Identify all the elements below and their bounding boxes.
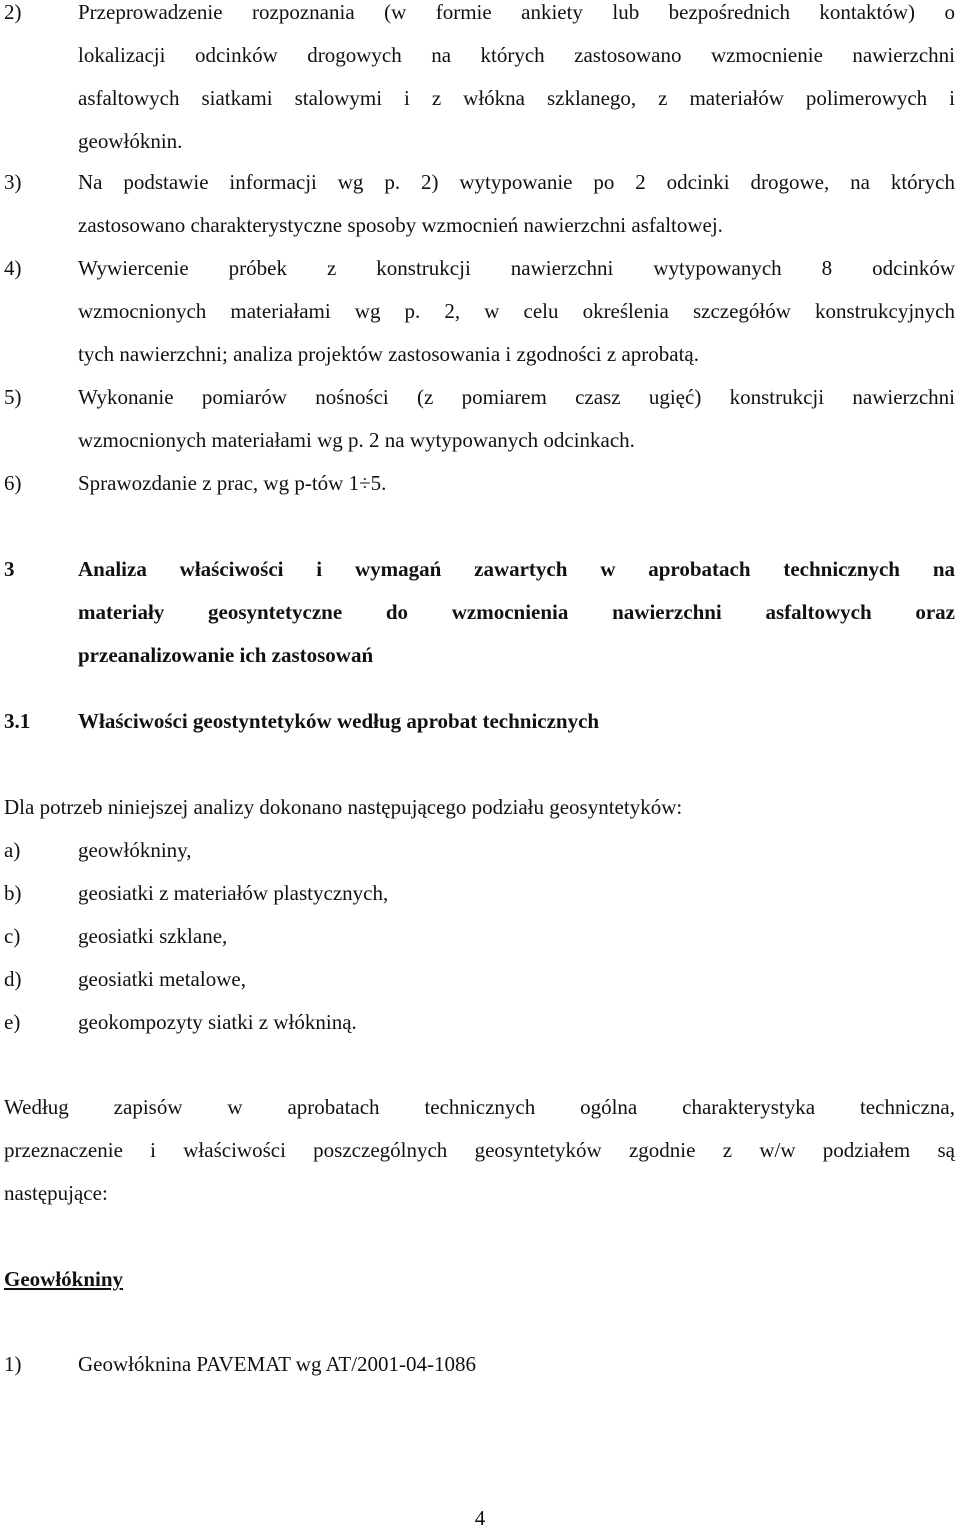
section-heading-line: Analiza właściwości i wymagań zawartych w aprobatach technicznych na xyxy=(78,557,955,581)
list-item-number: 6) xyxy=(4,471,22,495)
list-item-text-line: Wykonanie pomiarów nośności (z pomiarem czasz ugięć) konstrukcji nawierzchni xyxy=(78,385,955,409)
list-item-text-line: zastosowano charakterystyczne sposoby wzmocnień nawierzchni asfaltowej. xyxy=(78,213,723,237)
list-item-number: 3) xyxy=(4,170,22,194)
page-number: 4 xyxy=(474,1506,486,1530)
product-list-text: Geowłóknina PAVEMAT wg AT/2001-04-1086 xyxy=(78,1352,477,1376)
section-heading-line: materiały geosyntetyczne do wzmocnienia nawierzchni asfaltowych oraz xyxy=(78,600,955,624)
list-item-text-line: tych nawierzchni; analiza projektów zastosowania i zgodności z aprobatą. xyxy=(78,342,700,366)
category-letter: a) xyxy=(4,838,21,862)
list-item-text-line: Wywiercenie próbek z konstrukcji nawierzchni wytypowanych 8 odcinków xyxy=(78,256,955,280)
category-letter: e) xyxy=(4,1010,21,1034)
body-paragraph-line: przeznaczenie i właściwości poszczególnych geosyntetyków zgodnie z w/w podziałem są xyxy=(4,1138,955,1162)
subsection-title: Właściwości geostyntetyków według aprobat technicznych xyxy=(78,709,600,733)
category-letter: d) xyxy=(4,967,22,991)
list-item-text-line: wzmocnionych materiałami wg p. 2 na wytypowanych odcinkach. xyxy=(78,428,635,452)
subsection-number: 3.1 xyxy=(4,709,31,733)
list-item-text-line: lokalizacji odcinków drogowych na których zastosowano wzmocnienie nawierzchni xyxy=(78,43,955,67)
body-paragraph-line: następujące: xyxy=(4,1181,108,1205)
list-item-text-line: wzmocnionych materiałami wg p. 2, w celu określenia szczegółów konstrukcyjnych xyxy=(78,299,955,323)
list-item-number: 5) xyxy=(4,385,22,409)
category-letter: c) xyxy=(4,924,21,948)
body-paragraph xyxy=(4,1086,955,1215)
category-text: geokompozyty siatki z włókniną. xyxy=(78,1010,357,1034)
intro-paragraph: Dla potrzeb niniejszej analizy dokonano następującego podziału geosyntetyków: xyxy=(4,795,683,819)
list-item-number: 4) xyxy=(4,256,22,280)
list-item-text-line: asfaltowych siatkami stalowymi i z włókna szklanego, z materiałów polimerowych i xyxy=(78,86,955,110)
list-item-number: 2) xyxy=(4,0,22,24)
list-item-text-line: Sprawozdanie z prac, wg p-tów 1÷5. xyxy=(78,471,387,495)
section-number: 3 xyxy=(4,557,15,581)
category-text: geosiatki szklane, xyxy=(78,924,228,948)
list-item-text-line: Na podstawie informacji wg p. 2) wytypowanie po 2 odcinki drogowe, na których xyxy=(78,170,955,194)
category-text: geowłókniny, xyxy=(78,838,192,862)
category-text: geosiatki z materiałów plastycznych, xyxy=(78,881,389,905)
section-heading-line: przeanalizowanie ich zastosowań xyxy=(78,643,374,667)
geowlokniny-subheading: Geowłókniny xyxy=(4,1267,124,1291)
product-list-number: 1) xyxy=(4,1352,22,1376)
category-letter: b) xyxy=(4,881,22,905)
list-item-text-line: geowłóknin. xyxy=(78,129,183,153)
list-item-text-line: Przeprowadzenie rozpoznania (w formie ankiety lub bezpośrednich kontaktów) o xyxy=(78,0,955,24)
category-text: geosiatki metalowe, xyxy=(78,967,246,991)
body-paragraph-line: Według zapisów w aprobatach technicznych ogólna charakterystyka techniczna, xyxy=(4,1095,955,1119)
